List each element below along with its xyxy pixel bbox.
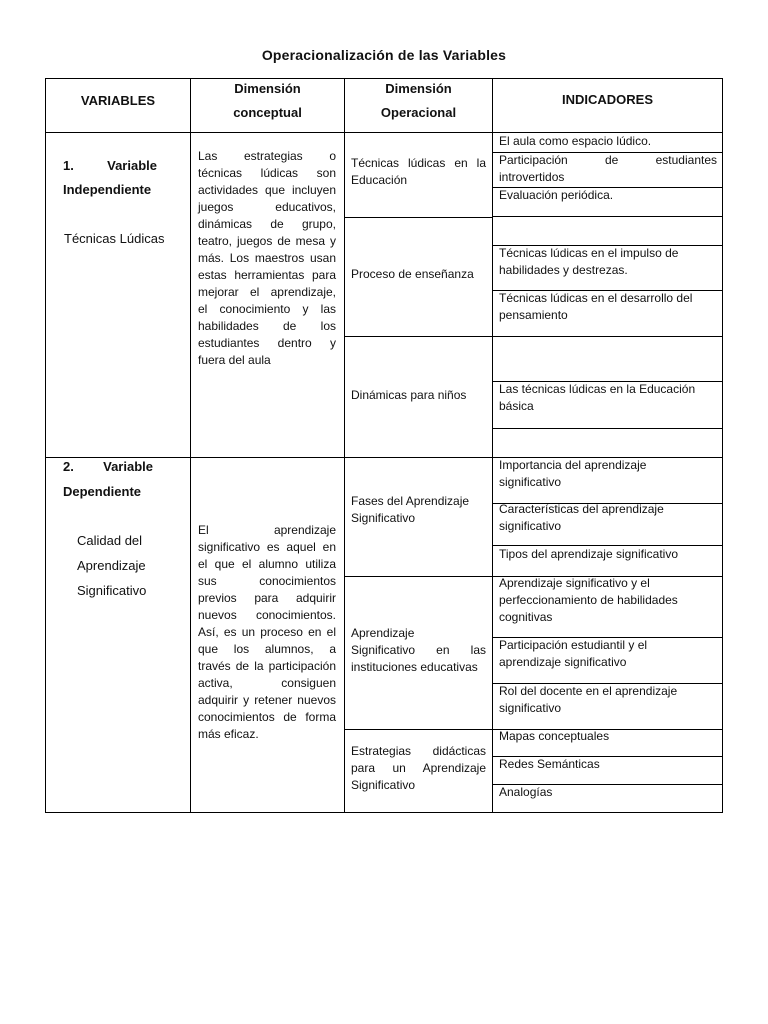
header-dimension-conceptual-line2: conceptual: [233, 105, 302, 120]
indicator: [499, 457, 717, 491]
indicator-text: Técnicas lúdicas en el desarrollo del: [499, 291, 693, 305]
indicator-text: cognitivas: [499, 610, 553, 624]
variable-2-name-line: Significativo: [77, 583, 147, 598]
indicator-text: Características del aprendizaje: [499, 502, 664, 516]
indicator-text: significativo: [499, 475, 562, 489]
variable-2-name-line: Aprendizaje: [77, 558, 146, 573]
conceptual-definition-line: que los alumnos, a: [198, 642, 336, 656]
indicator-text: Importancia del aprendizaje: [499, 458, 647, 472]
header-dimension-operacional-line1: Dimensión: [385, 81, 452, 96]
conceptual-definition-line: técnicas lúdicas son: [198, 166, 336, 180]
dimension-text: Significativo en las: [351, 643, 486, 657]
indicator-text: pensamiento: [499, 308, 568, 322]
indicator: [499, 381, 717, 415]
conceptual-definition-line: estas herramientas para: [198, 268, 336, 282]
indicator-text: Rol del docente en el aprendizaje: [499, 684, 678, 698]
conceptual-definition-line: Así, es un proceso en el: [198, 625, 336, 639]
dimension-text: para un Aprendizaje: [351, 761, 486, 775]
dimension-text: instituciones educativas: [351, 660, 478, 674]
variable-2-name-line: Calidad del: [77, 533, 143, 548]
variable-1-conceptual-definition: [198, 148, 336, 369]
row-divider: [344, 576, 493, 577]
dimension-text: Significativo: [351, 778, 416, 792]
conceptual-definition-line: juegos educativos,: [198, 200, 336, 214]
conceptual-definition-line: adquirir y retener nuevos: [198, 693, 336, 707]
indicator: [499, 575, 717, 626]
indicator-text: básica: [499, 399, 534, 413]
conceptual-definition-line: el que el alumno utiliza: [198, 557, 336, 571]
variable-1-type: Independiente: [63, 182, 152, 197]
row-divider: [492, 216, 723, 217]
indicator: [499, 245, 717, 279]
indicator-text: Aprendizaje significativo y el: [499, 576, 650, 590]
dimension-text: Aprendizaje: [351, 626, 415, 640]
column-divider: [492, 78, 493, 812]
conceptual-definition-line: mejorar el aprendizaje,: [198, 285, 336, 299]
conceptual-definition-line: teatro, juegos de mesa y: [198, 234, 336, 248]
conceptual-definition-line: previos para adquirir: [198, 591, 336, 605]
variable-1-heading: [63, 154, 157, 202]
indicator: [499, 152, 717, 186]
table-border-bottom: [45, 812, 723, 813]
variable-2-heading: [63, 454, 153, 504]
header-dimension-operacional-line2: Operacional: [380, 105, 457, 120]
variable-2-dimension-1: [351, 493, 491, 527]
conceptual-definition-line: nuevos conocimientos.: [198, 608, 336, 622]
conceptual-definition-line: través de la participación: [198, 659, 336, 673]
header-indicadores: INDICADORES: [561, 92, 653, 107]
row-divider: [344, 729, 493, 730]
variable-2-name: [77, 528, 146, 603]
table-border-right: [722, 78, 723, 812]
dimension-text: Estrategias didácticas: [351, 744, 486, 758]
header-variables: VARIABLES: [80, 93, 156, 108]
indicator-text: significativo: [499, 519, 562, 533]
conceptual-definition-line: Las estrategias o: [198, 149, 336, 163]
indicator-text: habilidades y destrezas.: [499, 263, 628, 277]
indicator: [499, 501, 717, 535]
document-title: Operacionalización de las Variables: [261, 47, 507, 63]
indicator-text: Participación de estudiantes: [499, 153, 717, 167]
indicator: Evaluación periódica.: [499, 188, 614, 202]
conceptual-definition-line: activa, consiguen: [198, 676, 336, 690]
indicator: Redes Semánticas: [499, 757, 600, 771]
indicator-text: perfeccionamiento de habilidades: [499, 593, 678, 607]
indicator: El aula como espacio lúdico.: [499, 134, 652, 148]
conceptual-definition-line: actividades que incluyen: [198, 183, 336, 197]
dimension-text: Fases del Aprendizaje: [351, 494, 470, 508]
indicator-text: significativo: [499, 701, 562, 715]
variable-1-name: Técnicas Lúdicas: [64, 231, 165, 246]
row-divider: [492, 336, 723, 337]
variable-2-dimension-2: [351, 625, 486, 676]
conceptual-definition-line: más. Los maestros usan: [198, 251, 336, 265]
variable-1-label: Variable: [107, 158, 157, 173]
indicator: Analogías: [499, 785, 553, 799]
conceptual-definition-line: significativo es aquel en: [198, 540, 336, 554]
header-dimension-operacional: [345, 77, 492, 125]
variable-1-dimension-3: Dinámicas para niños: [351, 388, 467, 402]
row-divider: [492, 428, 723, 429]
variable-2-dimension-3: [351, 743, 486, 794]
variable-2-type: Dependiente: [63, 484, 142, 499]
header-dimension-conceptual: [191, 77, 344, 125]
indicator: [499, 637, 717, 671]
conceptual-definition-line: el conocimiento y las: [198, 302, 336, 316]
variable-1-heading-line1: [63, 154, 157, 178]
conceptual-definition-line: habilidades de los: [198, 319, 336, 333]
table-border-left: [45, 78, 46, 812]
indicator: Mapas conceptuales: [499, 729, 610, 743]
conceptual-definition-line: más eficaz.: [198, 727, 259, 741]
conceptual-definition-line: conocimientos de forma: [198, 710, 336, 724]
indicator: [499, 683, 717, 717]
variable-2-number: 2.: [63, 459, 74, 474]
indicator: [499, 290, 717, 324]
conceptual-definition-line: sus conocimientos: [198, 574, 336, 588]
indicator-text: Participación estudiantil y el: [499, 638, 648, 652]
conceptual-definition-line: fuera del aula: [198, 353, 271, 367]
dimension-text: Educación: [351, 173, 408, 187]
row-divider: [344, 217, 493, 218]
variable-1-number: 1.: [63, 158, 74, 173]
dimension-text: Significativo: [351, 511, 416, 525]
indicator-text: Las técnicas lúdicas en la Educación: [499, 382, 696, 396]
variable-2-label: Variable: [103, 459, 153, 474]
indicator-text: introvertidos: [499, 170, 565, 184]
conceptual-definition-line: dinámicas de grupo,: [198, 217, 336, 231]
variable-2-heading-line1: [63, 454, 153, 479]
column-divider: [344, 78, 345, 812]
conceptual-definition-line: El aprendizaje: [198, 523, 336, 537]
variable-1-dimension-1: [351, 155, 486, 189]
indicator: Tipos del aprendizaje significativo: [499, 547, 678, 561]
variable-2-conceptual-definition: [198, 522, 336, 743]
indicator-text: aprendizaje significativo: [499, 655, 627, 669]
row-divider: [344, 336, 493, 337]
indicator-text: Técnicas lúdicas en el impulso de: [499, 246, 679, 260]
dimension-text: Técnicas lúdicas en la: [351, 156, 486, 170]
header-dimension-conceptual-line1: Dimensión: [234, 81, 301, 96]
variable-1-dimension-2: Proceso de enseñanza: [351, 267, 474, 281]
conceptual-definition-line: estudiantes dentro y: [198, 336, 336, 350]
column-divider: [190, 78, 191, 812]
